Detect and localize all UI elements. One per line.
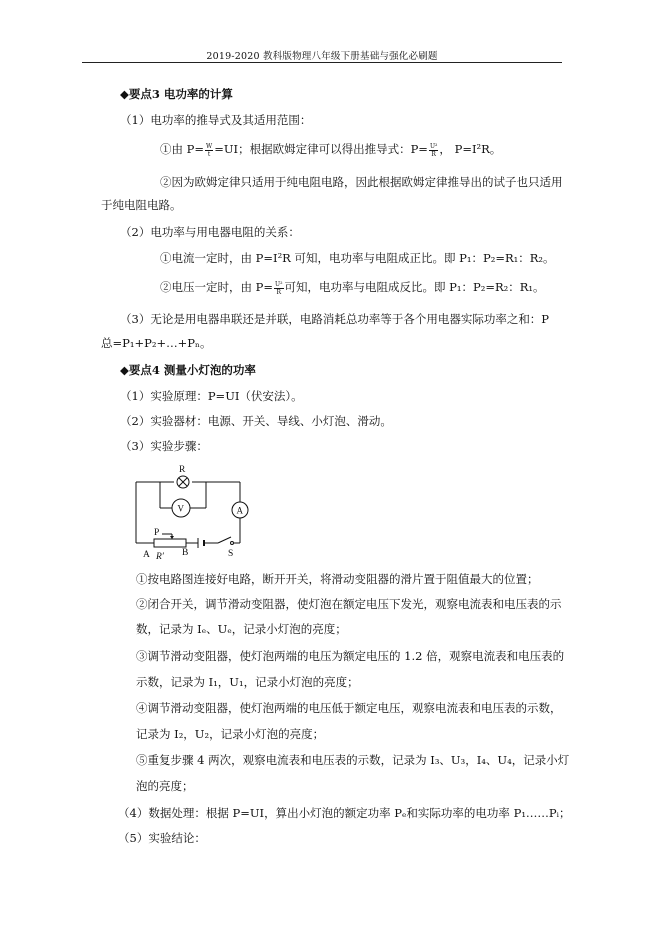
formula-text-b: =UI；根据欧姆定律可以得出推导式：P= [214, 142, 428, 156]
point3-line2: ②因为欧姆定律只适用于纯电阻电路，因此根据欧姆定律推导出的试子也只适用 [160, 175, 563, 189]
fraction-u2-over-r [274, 281, 283, 296]
formula-text-a: ①由 P= [160, 142, 205, 156]
label-A: A [236, 505, 243, 516]
data-processing: （4）数据处理：根据 P=UI，算出小灯泡的额定功率 Pₑ和实际功率的电功率 P₁……Pᵢ； [118, 806, 571, 820]
step5-a: ⑤重复步骤 4 两次，观察电流表和电压表的示数，记录为 I₃、U₃，I₄、U₄，记录小灯 [136, 753, 570, 767]
point3-title: ◆要点3 电功率的计算 [120, 87, 233, 101]
page-header: 2019-2020 教科版物理八年级下册基础与强化必刷题 [206, 51, 438, 62]
step4-a: ④调节滑动变阻器，使灯泡两端的电压低于额定电压，观察电流表和电压表的示数， [136, 701, 562, 715]
point4-materials: （2）实验器材：电源、开关、导线、小灯泡、滑动。 [120, 414, 392, 428]
label-S: S [228, 549, 234, 559]
step3-a: ③调节滑动变阻器，使灯泡两端的电压为额定电压的 1.2 倍，观察电流表和电压表的 [136, 649, 565, 663]
point4-title: ◆要点4 测量小灯泡的功率 [120, 363, 256, 377]
point3-item3-a: （3）无论是用电器串联还是并联，电路消耗总功率等于各个用电器实际功率之和：P [120, 312, 550, 326]
conclusion: （5）实验结论： [118, 831, 206, 845]
point4-principle: （1）实验原理：P=UI（伏安法）。 [120, 389, 303, 403]
voltage-text-b: 可知，电功率与电阻成反比。即 P₁：P₂=R₂：R₁。 [284, 280, 545, 294]
label-B-end: B [182, 548, 189, 558]
frac-num: U² [275, 280, 283, 288]
voltage-text-a: ②电压一定时，由 P= [160, 280, 274, 294]
point3-line3: 于纯电阻电路。 [101, 198, 182, 212]
point4-steps-title: （3）实验步骤： [120, 439, 208, 453]
frac-den: t [207, 150, 211, 158]
step2-b: 数，记录为 Iₑ、Uₑ，记录小灯泡的亮度； [136, 622, 347, 636]
label-V: V [177, 503, 184, 514]
point3-item2: （2）电功率与用电器电阻的关系： [120, 225, 300, 239]
point3-voltage-const [160, 279, 545, 296]
label-R: R [179, 465, 186, 475]
circuit-diagram [134, 460, 268, 560]
label-A-end: A [143, 550, 150, 560]
step5-b: 泡的亮度； [136, 779, 194, 793]
label-R-prime: R′ [156, 552, 164, 560]
switch-symbol [218, 537, 231, 543]
fraction-u2-over-r [429, 143, 438, 158]
label-P: P [154, 528, 160, 538]
step1: ①按电路图连接好电路，断开开关，将滑动变阻器的滑片置于阻值最大的位置； [136, 572, 539, 586]
step2-a: ②闭合开关，调节滑动变阻器，使灯泡在额定电压下发光，观察电流表和电压表的示 [136, 597, 562, 611]
rheostat-symbol [154, 539, 186, 547]
point3-item3-b: 总=P₁+P₂+…+Pₙ。 [101, 336, 212, 350]
frac-num: U² [429, 142, 438, 150]
header-rule [82, 62, 562, 63]
step4-b: 记录为 I₂，U₂，记录小灯泡的亮度； [136, 727, 325, 741]
step3-b: 示数，记录为 I₁，U₁，记录小灯泡的亮度； [136, 675, 359, 689]
formula-text-c: ， P=I²R。 [439, 142, 502, 156]
fraction-w-over-t [205, 143, 213, 158]
frac-den: R [431, 150, 436, 158]
point3-current-const: ①电流一定时，由 P=I²R 可知，电功率与电阻成正比。即 P₁：P₂=R₁：R₂。 [160, 251, 555, 265]
frac-den: R [276, 288, 282, 296]
point3-formula-line [160, 141, 501, 158]
point3-item1: （1）电功率的推导式及其适用范围： [120, 113, 312, 127]
frac-num: W [206, 142, 213, 150]
